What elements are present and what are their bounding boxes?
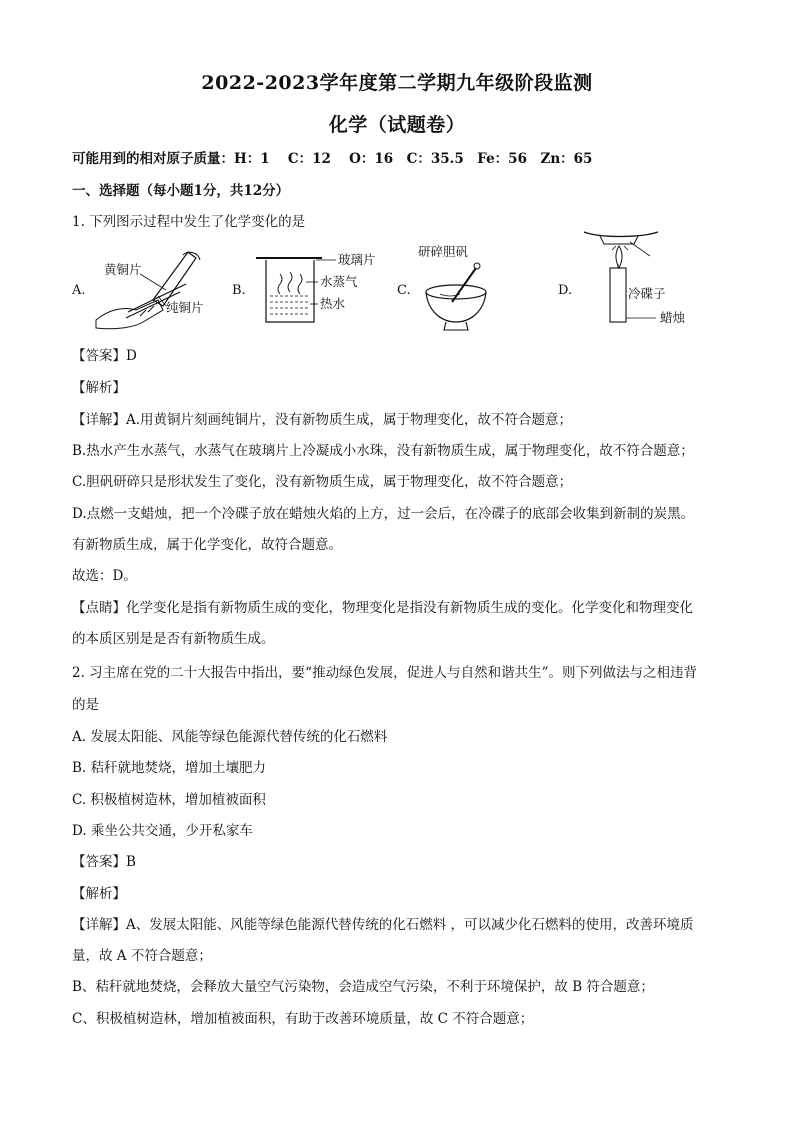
q2-analysis-line: C、积极植树造林，增加植被面积，有助于改善环境质量，故 C 不符合题意；	[72, 1011, 534, 1027]
label-brass-sheet: 黄铜片	[104, 262, 142, 277]
q1-option-d-figure	[580, 222, 720, 332]
q2-option-c: C. 积极植树造林，增加植被面积	[72, 792, 266, 808]
q1-option-a-figure	[88, 240, 218, 335]
q1-stem: 1. 下列图示过程中发生了化学变化的是	[72, 214, 306, 230]
q2-analysis-head: 【解析】	[72, 886, 126, 902]
label-cold-dish: 冷碟子	[628, 286, 666, 301]
atomic-masses: 可能用到的相对原子质量：H：1 C：12 O：16 C：35.5 Fe：56 Zn：65	[72, 151, 593, 167]
q1-analysis-head: 【解析】	[72, 380, 126, 396]
q2-option-d: D. 乘坐公共交通，少开私家车	[72, 823, 253, 839]
q2-option-a: A. 发展太阳能、风能等绿色能源代替传统的化石燃料	[72, 729, 388, 745]
q1-analysis-line: 【点睛】化学变化是指有新物质生成的变化，物理变化是指没有新物质生成的变化。化学变化和物理变化	[72, 600, 693, 616]
exam-title: 2022-2023学年度第二学期九年级阶段监测	[201, 72, 593, 94]
q2-stem: 2. 习主席在党的二十大报告中指出，要“推动绿色发展，促进人与自然和谐共生”。则下列做法与之相违背	[72, 665, 697, 681]
q2-analysis-line: B、秸秆就地焚烧，会释放大量空气污染物，会造成空气污染，不利于环境保护，故 B 符合题意；	[72, 979, 654, 995]
q1-option-d-letter: D.	[558, 283, 573, 298]
q1-analysis-line: 有新物质生成，属于化学变化，故符合题意。	[72, 537, 342, 553]
q1-analysis-line: C.胆矾研碎只是形状发生了变化，没有新物质生成，属于物理变化，故不符合题意；	[72, 474, 573, 490]
q1-analysis-line: D.点燃一支蜡烛，把一个冷碟子放在蜡烛火焰的上方，过一会后，在冷碟子的底部会收集到新制的炭黑。	[72, 506, 695, 522]
q2-option-b: B. 秸秆就地焚烧，增加土壤肥力	[72, 760, 267, 776]
label-pure-copper-sheet: 纯铜片	[166, 300, 204, 315]
label-crushed-blue-vitriol: 研碎胆矾	[418, 244, 469, 259]
exam-subtitle: 化学（试题卷）	[328, 114, 466, 136]
label-hot-water: 热水	[320, 296, 346, 311]
label-water-vapor: 水蒸气	[320, 274, 358, 289]
section-heading: 一、选择题（每小题1分，共12分）	[72, 183, 290, 199]
label-glass-plate: 玻璃片	[338, 252, 376, 267]
q2-analysis-line: 量，故 A 不符合题意；	[72, 948, 212, 964]
q2-analysis-line: 【详解】A、发展太阳能、风能等绿色能源代替传统的化石燃料 ，可以减少化石燃料的使用，改善环境质	[72, 917, 694, 933]
q1-answer: 【答案】D	[72, 348, 137, 364]
q1-option-b-letter: B.	[232, 283, 246, 298]
q1-analysis-line: B.热水产生水蒸气，水蒸气在玻璃片上冷凝成小水珠，没有新物质生成，属于物理变化，故不符合题意；	[72, 443, 694, 459]
q1-option-a-letter: A.	[72, 283, 86, 298]
label-candle: 蜡烛	[660, 310, 686, 325]
q1-option-c-letter: C.	[397, 283, 411, 298]
q1-option-c-figure	[412, 242, 532, 336]
q2-stem-cont: 的是	[72, 697, 99, 713]
q1-analysis-line: 的本质区别是是否有新物质生成。	[72, 631, 275, 647]
q2-answer: 【答案】B	[72, 854, 136, 870]
q1-analysis-line: 【详解】A.用黄铜片刻画纯铜片，没有新物质生成，属于物理变化，故不符合题意；	[72, 412, 573, 428]
q1-option-b-figure	[252, 248, 392, 330]
q1-analysis-line: 故选：D。	[72, 568, 137, 584]
